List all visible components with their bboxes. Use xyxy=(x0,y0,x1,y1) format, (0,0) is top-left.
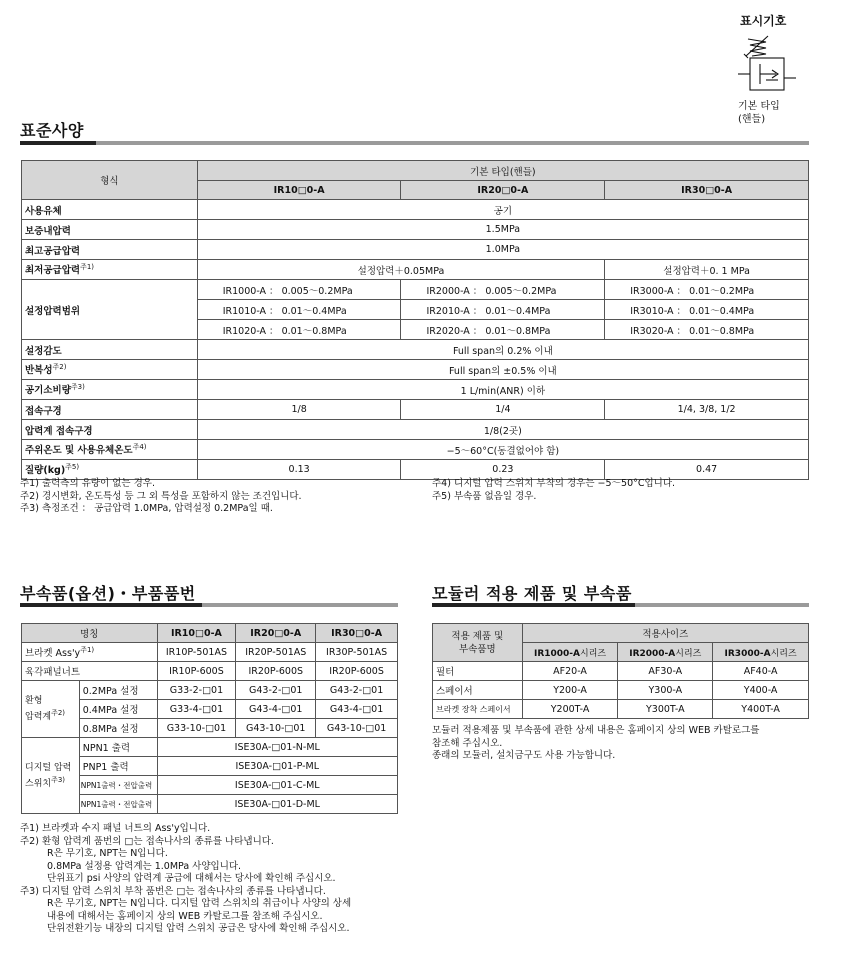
module-header-product-line-1: 적용 제품 및 xyxy=(451,630,504,642)
symbol-caption xyxy=(738,100,780,126)
spec-label-sensitivity: 설정감도 xyxy=(22,340,198,360)
module-row-label: 스페이서 xyxy=(433,681,523,700)
spec-value-port-3: 1/4, 3/8, 1/2 xyxy=(605,400,809,420)
acc-label-digital-line-2: 스위치 xyxy=(25,778,52,789)
spec-value-mass-2: 0.23 xyxy=(401,460,605,480)
spec-range-cell: IR1010-A ： 0.01～0.4MPa xyxy=(197,300,401,320)
spec-value-repeat: Full span의 ±0.5% 이내 xyxy=(197,360,808,380)
spec-header-model-1: IR10□0-A xyxy=(197,181,401,200)
acc-gauge-cell: G43-10-□01 xyxy=(236,719,316,738)
acc-header-model-1: IR10□0-A xyxy=(157,624,236,643)
note-ref: 주1) xyxy=(80,645,95,654)
acc-label-bracket xyxy=(22,643,158,662)
accessory-table xyxy=(21,623,398,814)
acc-label-digital-line-1: 디지털 압력 xyxy=(25,762,72,773)
spec-value-mass-1: 0.13 xyxy=(197,460,401,480)
note-line: 0.8MPa 설정용 압력계는 1.0MPa 사양입니다. xyxy=(47,860,242,872)
note-ref: 주2) xyxy=(51,709,66,717)
note-line: 주2) 경시변화, 온도특성 등 그 외 특성을 포함하지 않는 조건입니다. xyxy=(20,490,302,502)
acc-label-gauge xyxy=(22,681,80,738)
acc-gauge-cell: G33-10-□01 xyxy=(157,719,236,738)
spec-value-mass-3: 0.47 xyxy=(605,460,809,480)
acc-bracket-3: IR30P-501AS xyxy=(316,643,398,662)
note-line: 단위전환기능 내장의 디지털 압력 스위치 공급은 당사에 확인해 주십시오. xyxy=(47,923,350,934)
spec-header-group: 기본 타입(핸들) xyxy=(197,161,808,181)
module-header-series-2 xyxy=(618,643,713,662)
module-cell: Y200T-A xyxy=(522,700,618,719)
module-cell: Y400T-A xyxy=(713,700,809,719)
acc-label-panelnut: 육각패널너트 xyxy=(22,662,158,681)
spec-value-minsupply-12: 설정압력＋0.05MPa xyxy=(197,260,605,280)
acc-header-model-2: IR20□0-A xyxy=(236,624,316,643)
spec-header-model-2: IR20□0-A xyxy=(401,181,605,200)
acc-gauge-row-label: 0.2MPa 설정 xyxy=(79,681,157,700)
spec-notes-right xyxy=(432,478,675,503)
acc-gauge-cell: G43-4-□01 xyxy=(236,700,316,719)
acc-gauge-row-label: 0.4MPa 설정 xyxy=(79,700,157,719)
module-row-label: 필터 xyxy=(433,662,523,681)
spec-label-minsupply xyxy=(22,260,198,280)
acc-gauge-cell: G43-4-□01 xyxy=(316,700,398,719)
series-suffix: 시리즈 xyxy=(580,648,607,659)
note-line: 모듈러 적용제품 및 부속품에 관한 상세 내용은 홈페이지 상의 WEB 카탈로그를 xyxy=(432,725,760,736)
spec-notes-left xyxy=(20,478,302,516)
acc-gauge-cell: G33-2-□01 xyxy=(157,681,236,700)
module-notes xyxy=(432,725,759,763)
module-section-title: 모듈러 적용 제품 및 부속품 xyxy=(432,584,632,603)
spec-label-minsupply-text: 최저공급압력 xyxy=(25,265,81,277)
note-ref: 주1) xyxy=(80,263,95,272)
spec-section-rule xyxy=(20,141,809,145)
spec-range-cell: IR1000-A ： 0.005～0.2MPa xyxy=(197,280,401,300)
spec-table xyxy=(21,160,809,480)
acc-panelnut-2: IR20P-600S xyxy=(236,662,316,681)
acc-panelnut-3: IR20P-600S xyxy=(316,662,398,681)
spec-range-cell: IR2000-A ： 0.005～0.2MPa xyxy=(401,280,605,300)
spec-value-fluid: 공기 xyxy=(197,200,808,220)
note-ref: 주2) xyxy=(52,363,67,372)
module-header-series-1 xyxy=(522,643,618,662)
spec-label-repeat xyxy=(22,360,198,380)
accessory-section-title: 부속품(옵션)・부품품번 xyxy=(20,584,196,603)
acc-digital-row-label: NPN1출력・전압출력 xyxy=(79,776,157,795)
module-cell: AF20-A xyxy=(522,662,618,681)
spec-section-title: 표준사양 xyxy=(20,121,84,140)
spec-header-model-3: IR30□0-A xyxy=(605,181,809,200)
symbol-caption-line-1: 기본 타입 xyxy=(738,101,780,112)
module-cell: AF30-A xyxy=(618,662,713,681)
acc-bracket-2: IR20P-501AS xyxy=(236,643,316,662)
note-ref: 주4) xyxy=(132,443,147,452)
spec-label-temp-text: 주위온도 및 사용유체온도 xyxy=(25,445,133,457)
spec-label-gaugeport: 압력계 접속구경 xyxy=(22,420,198,440)
note-ref: 주3) xyxy=(51,775,66,784)
spec-value-temp: −5～60°C(동결없어야 함) xyxy=(197,440,808,460)
series-model: IR3000-A xyxy=(724,648,771,659)
note-line: 주3) 디지털 압력 스위치 부착 품번은 □는 접속나사의 종류를 나타냅니다. xyxy=(20,885,326,897)
spec-range-cell: IR2020-A ： 0.01～0.8MPa xyxy=(401,320,605,340)
module-header-series-3 xyxy=(713,643,809,662)
accessory-section-rule xyxy=(20,603,398,607)
spec-value-minsupply-3: 설정압력＋0. 1 MPa xyxy=(605,260,809,280)
regulator-symbol-icon xyxy=(730,34,800,96)
spec-value-port-1: 1/8 xyxy=(197,400,401,420)
acc-label-bracket-text: 브라켓 Ass'y xyxy=(25,648,81,660)
note-line: 주3) 측정조건 ： 공급압력 1.0MPa, 압력설정 0.2MPa일 때. xyxy=(20,503,273,514)
module-cell: Y200-A xyxy=(522,681,618,700)
spec-value-maxsupply: 1.0MPa xyxy=(197,240,808,260)
spec-value-air: 1 L/min(ANR) 이하 xyxy=(197,380,808,400)
acc-gauge-cell: G33-4-□01 xyxy=(157,700,236,719)
module-row-label: 브라켓 장착 스페이서 xyxy=(433,700,523,719)
module-cell: AF40-A xyxy=(713,662,809,681)
spec-label-air-text: 공기소비량 xyxy=(25,385,71,397)
acc-digital-row-label: PNP1 출력 xyxy=(79,757,157,776)
module-header-size: 적용사이즈 xyxy=(522,624,808,643)
note-line: R은 무기호, NPT는 N입니다. 디지털 압력 스위치의 취급이나 사양의 상세 xyxy=(47,898,352,909)
module-cell: Y400-A xyxy=(713,681,809,700)
symbol-caption-line-2: (핸들) xyxy=(738,114,766,125)
acc-header-name: 명칭 xyxy=(22,624,158,643)
acc-digital-cell: ISE30A-□01-N-ML xyxy=(157,738,397,757)
module-section-rule xyxy=(432,603,809,607)
spec-range-cell: IR1020-A ： 0.01～0.8MPa xyxy=(197,320,401,340)
acc-label-digital xyxy=(22,738,80,814)
spec-label-repeat-text: 반복성 xyxy=(25,365,53,377)
module-cell: Y300-A xyxy=(618,681,713,700)
spec-label-range: 설정압력범위 xyxy=(22,280,198,340)
spec-range-cell: IR3010-A ： 0.01～0.4MPa xyxy=(605,300,809,320)
acc-label-gauge-line-2: 압력계 xyxy=(25,712,52,722)
acc-panelnut-1: IR10P-600S xyxy=(157,662,236,681)
note-line: 종래의 모듈러, 설치금구도 사용 가능합니다. xyxy=(432,750,616,761)
spec-label-air xyxy=(22,380,198,400)
acc-digital-cell: ISE30A-□01-C-ML xyxy=(157,776,397,795)
acc-gauge-cell: G43-2-□01 xyxy=(316,681,398,700)
spec-label-fluid: 사용유체 xyxy=(22,200,198,220)
spec-range-cell: IR3020-A ： 0.01～0.8MPa xyxy=(605,320,809,340)
acc-gauge-cell: G43-10-□01 xyxy=(316,719,398,738)
series-model: IR2000-A xyxy=(629,648,676,659)
spec-value-sensitivity: Full span의 0.2% 이내 xyxy=(197,340,808,360)
spec-value-port-2: 1/4 xyxy=(401,400,605,420)
spec-label-mass xyxy=(22,460,198,480)
acc-digital-row-label: NPN1 출력 xyxy=(79,738,157,757)
spec-value-proof: 1.5MPa xyxy=(197,220,808,240)
module-table xyxy=(432,623,809,719)
series-suffix: 시리즈 xyxy=(770,648,797,659)
spec-label-temp xyxy=(22,440,198,460)
module-header-product-line-2: 부속품명 xyxy=(458,643,496,655)
note-line: 주2) 환형 압력계 품번의 □는 접속나사의 종류를 나타냅니다. xyxy=(20,835,274,847)
note-line: R은 무기호, NPT는 N입니다. xyxy=(47,848,168,859)
note-line: 주1) 브라켓과 수지 패널 너트의 Ass'y입니다. xyxy=(20,823,211,834)
accessory-notes xyxy=(20,823,351,936)
spec-label-proof: 보증내압력 xyxy=(22,220,198,240)
spec-range-cell: IR2010-A ： 0.01～0.4MPa xyxy=(401,300,605,320)
note-line: 참조해 주십시오. xyxy=(432,737,503,749)
acc-gauge-cell: G43-2-□01 xyxy=(236,681,316,700)
note-line: 주5) 부속품 없음일 경우. xyxy=(432,490,537,502)
acc-gauge-row-label: 0.8MPa 설정 xyxy=(79,719,157,738)
acc-label-gauge-line-1: 환형 xyxy=(25,696,43,706)
note-line: 주4) 디지털 압력 스위치 부착의 경우는 −5～50°C입니다. xyxy=(432,478,676,489)
note-line: 내용에 대해서는 홈페이지 상의 WEB 카탈로그를 참조해 주십시오. xyxy=(47,910,323,922)
series-suffix: 시리즈 xyxy=(675,648,702,659)
note-line: 단위표기 psi 사양의 압력계 공급에 대해서는 당사에 확인해 주십시오. xyxy=(47,873,336,884)
spec-label-mass-text: 질량(kg) xyxy=(25,465,66,477)
acc-digital-cell: ISE30A-□01-P-ML xyxy=(157,757,397,776)
note-ref: 주3) xyxy=(70,383,85,392)
spec-range-cell: IR3000-A ： 0.01～0.2MPa xyxy=(605,280,809,300)
note-line: 주1) 출력측의 유량이 없는 경우. xyxy=(20,478,155,489)
module-cell: Y300T-A xyxy=(618,700,713,719)
acc-digital-row-label: NPN1출력・전압출력 xyxy=(79,795,157,814)
module-header-product xyxy=(433,624,523,662)
acc-header-model-3: IR30□0-A xyxy=(316,624,398,643)
spec-header-type: 형식 xyxy=(22,161,198,200)
symbol-title: 표시기호 xyxy=(740,14,787,28)
acc-digital-cell: ISE30A-□01-D-ML xyxy=(157,795,397,814)
note-ref: 주5) xyxy=(65,463,80,472)
spec-value-gaugeport: 1/8(2곳) xyxy=(197,420,808,440)
spec-label-maxsupply: 최고공급압력 xyxy=(22,240,198,260)
series-model: IR1000-A xyxy=(533,648,580,659)
acc-bracket-1: IR10P-501AS xyxy=(157,643,236,662)
spec-label-port: 접속구경 xyxy=(22,400,198,420)
